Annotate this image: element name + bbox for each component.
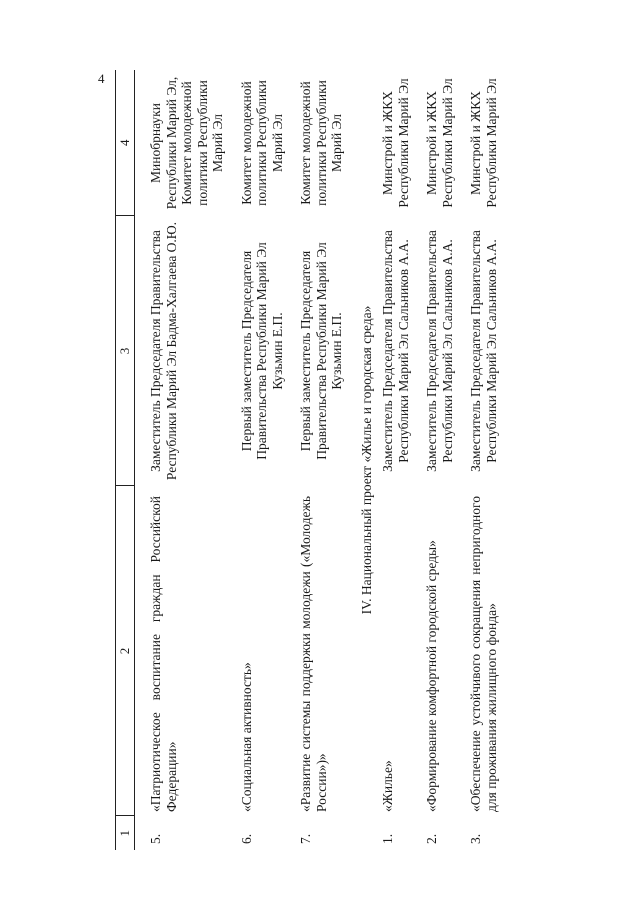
executors: Минстрой и ЖКХ Республики Марий Эл xyxy=(424,78,455,208)
header-col-2: 2 xyxy=(116,486,135,816)
executors: Минстрой и ЖКХ Республики Марий Эл xyxy=(468,78,499,208)
project-name: «Развитие системы поддержки молодежи («Молодежь России»)» xyxy=(298,496,329,812)
table-row xyxy=(285,70,345,850)
section-row xyxy=(345,70,381,850)
responsible-person: Заместитель Председателя Правительства Республики Марий Эл Сальников А.А. xyxy=(424,230,455,472)
table-row xyxy=(135,70,226,850)
rotated-table-container xyxy=(115,70,635,850)
project-name: «Патриотическое воспитание граждан Российской Федерации» xyxy=(148,496,179,812)
header-row xyxy=(116,70,135,850)
responsible-person: Первый заместитель Председателя Правительства Республики Марий Эл Кузьмин Е.П. xyxy=(298,242,344,460)
header-col-3: 3 xyxy=(116,216,135,486)
executors: Минобрнауки Республики Марий Эл, Комитет молодежной политики Республики Марий Эл xyxy=(148,76,225,210)
table-row xyxy=(411,70,455,850)
executors: Минстрой и ЖКХ Республики Марий Эл xyxy=(380,78,411,208)
row-number: 5. xyxy=(148,833,163,844)
row-number: 2. xyxy=(424,833,439,844)
table-row xyxy=(455,70,499,850)
executors: Комитет молодежной политики Республики Марий Эл xyxy=(238,80,285,206)
project-name: «Жилье» xyxy=(380,760,395,812)
projects-table xyxy=(115,70,499,850)
project-name: «Обеспечение устойчивого сокращения непригодного для проживания жилищного фонда» xyxy=(468,496,499,812)
row-number: 6. xyxy=(238,833,254,844)
executors: Комитет молодежной политики Республики Марий Эл xyxy=(298,80,344,206)
section-title: IV. Национальный проект «Жилье и городская среда» xyxy=(358,305,374,615)
header-col-4: 4 xyxy=(116,70,135,216)
table-row xyxy=(226,70,286,850)
responsible-person: Заместитель Председателя Правительства Республики Марий Эл Сальников А.А. xyxy=(380,230,411,472)
row-number: 3. xyxy=(468,833,483,844)
project-name: «Формирование комфортной городской среды» xyxy=(424,540,439,812)
responsible-person: Заместитель Председателя Правительства Республики Марий Эл Сальников А.А. xyxy=(468,230,499,472)
responsible-person: Заместитель Председателя Правительства Республики Марий Эл Бадма-Халгаева О.Ю. xyxy=(148,221,179,481)
page-number: 4 xyxy=(98,71,105,86)
header-col-1: 1 xyxy=(116,816,135,850)
project-name: «Социальная активность» xyxy=(238,662,254,812)
row-number: 1. xyxy=(380,833,395,844)
row-number: 7. xyxy=(298,833,313,844)
table-row xyxy=(380,70,411,850)
responsible-person: Первый заместитель Председателя Правительства Республики Марий Эл Кузьмин Е.П. xyxy=(238,242,285,460)
